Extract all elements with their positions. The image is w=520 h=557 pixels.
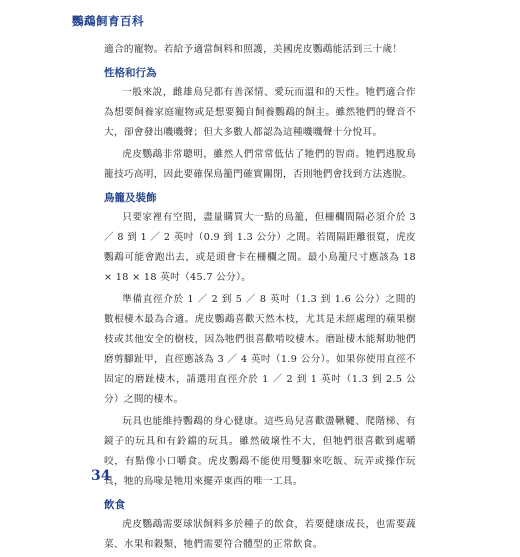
body-paragraph: 虎皮鸚鵡非常聰明，雖然人們常常低估了牠們的智商。牠們逃脫鳥籠技巧高明，因此要確保鳥籠門確實關閉，否則牠們會找到方法逃脫。 <box>104 149 416 180</box>
body-paragraph: 只要家裡有空間，盡量購買大一點的鳥籠，但柵欄間隔必須介於 3 ／ 8 到 1 ／ 2 英吋（0.9 到 1.3 公分）之間。若間隔距離很寬，虎皮鸚鵡可能會跑出去，或是頭會卡在柵欄之間。最小鳥籠尺寸應該為 18 × 18 × 18 英吋（45.7 公分）。 <box>104 212 416 283</box>
body-paragraph: 虎皮鸚鵡需要球狀飼料多於種子的飲食，若要健康成長，也需要蔬菜、水果和穀類，牠們需要符合體型的正常飲食。 <box>104 519 416 550</box>
body-paragraph: 準備直徑介於 1 ／ 2 到 5 ／ 8 英吋（1.3 到 1.6 公分）之間的數根棲木最為合適。虎皮鸚鵡喜歡天然木枝，尤其是未經處理的蘋果樹枝或其他安全的樹枝，因為牠們很喜歡啃咬棲木。磨趾棲木能幫助牠們磨剪腳趾甲，直徑應該為 3 ／ 4 英吋（1.9 公分）。如果你使用直徑不固定的磨趾棲木，請選用直徑介於 1 ／ 2 到 1 英吋（1.3 到 2.5 公分）之間的棲木。 <box>104 294 416 405</box>
intro-paragraph: 適合的寵物。若給予適當飼料和照護，美國虎皮鸚鵡能活到三十歲！ <box>104 44 403 55</box>
page-number: 34 <box>91 468 111 484</box>
section-heading-personality: 性格和行為 <box>104 67 157 79</box>
page-body <box>104 40 416 557</box>
section-heading-cage: 鳥籠及裝飾 <box>104 192 157 204</box>
body-paragraph: 玩具也能維持鸚鵡的身心健康。這些鳥兒喜歡盪鞦韆、爬階梯、有鏡子的玩具和有鈴鐺的玩具。雖然破壞性不大，但牠們很喜歡到處嚼咬，有點像小口嚼食。虎皮鸚鵡不能使用雙腳來吃飯、玩弄或操作玩具，牠的鳥喙是牠用來擺弄東西的唯一工具。 <box>104 416 416 487</box>
running-head: 鸚鵡飼育百科 <box>72 14 144 28</box>
body-paragraph: 一般來說，雌雄鳥兒都有善深情、愛玩而溫和的天性。牠們適合作為想要飼養家庭寵物或是想要獨自飼養鸚鵡的飼主。雖然牠們的聲音不大，卻會發出嘰嘰聲；但大多數人都認為這種嘰嘰聲十分悅耳。 <box>104 87 416 138</box>
section-heading-diet: 飲食 <box>104 499 125 511</box>
